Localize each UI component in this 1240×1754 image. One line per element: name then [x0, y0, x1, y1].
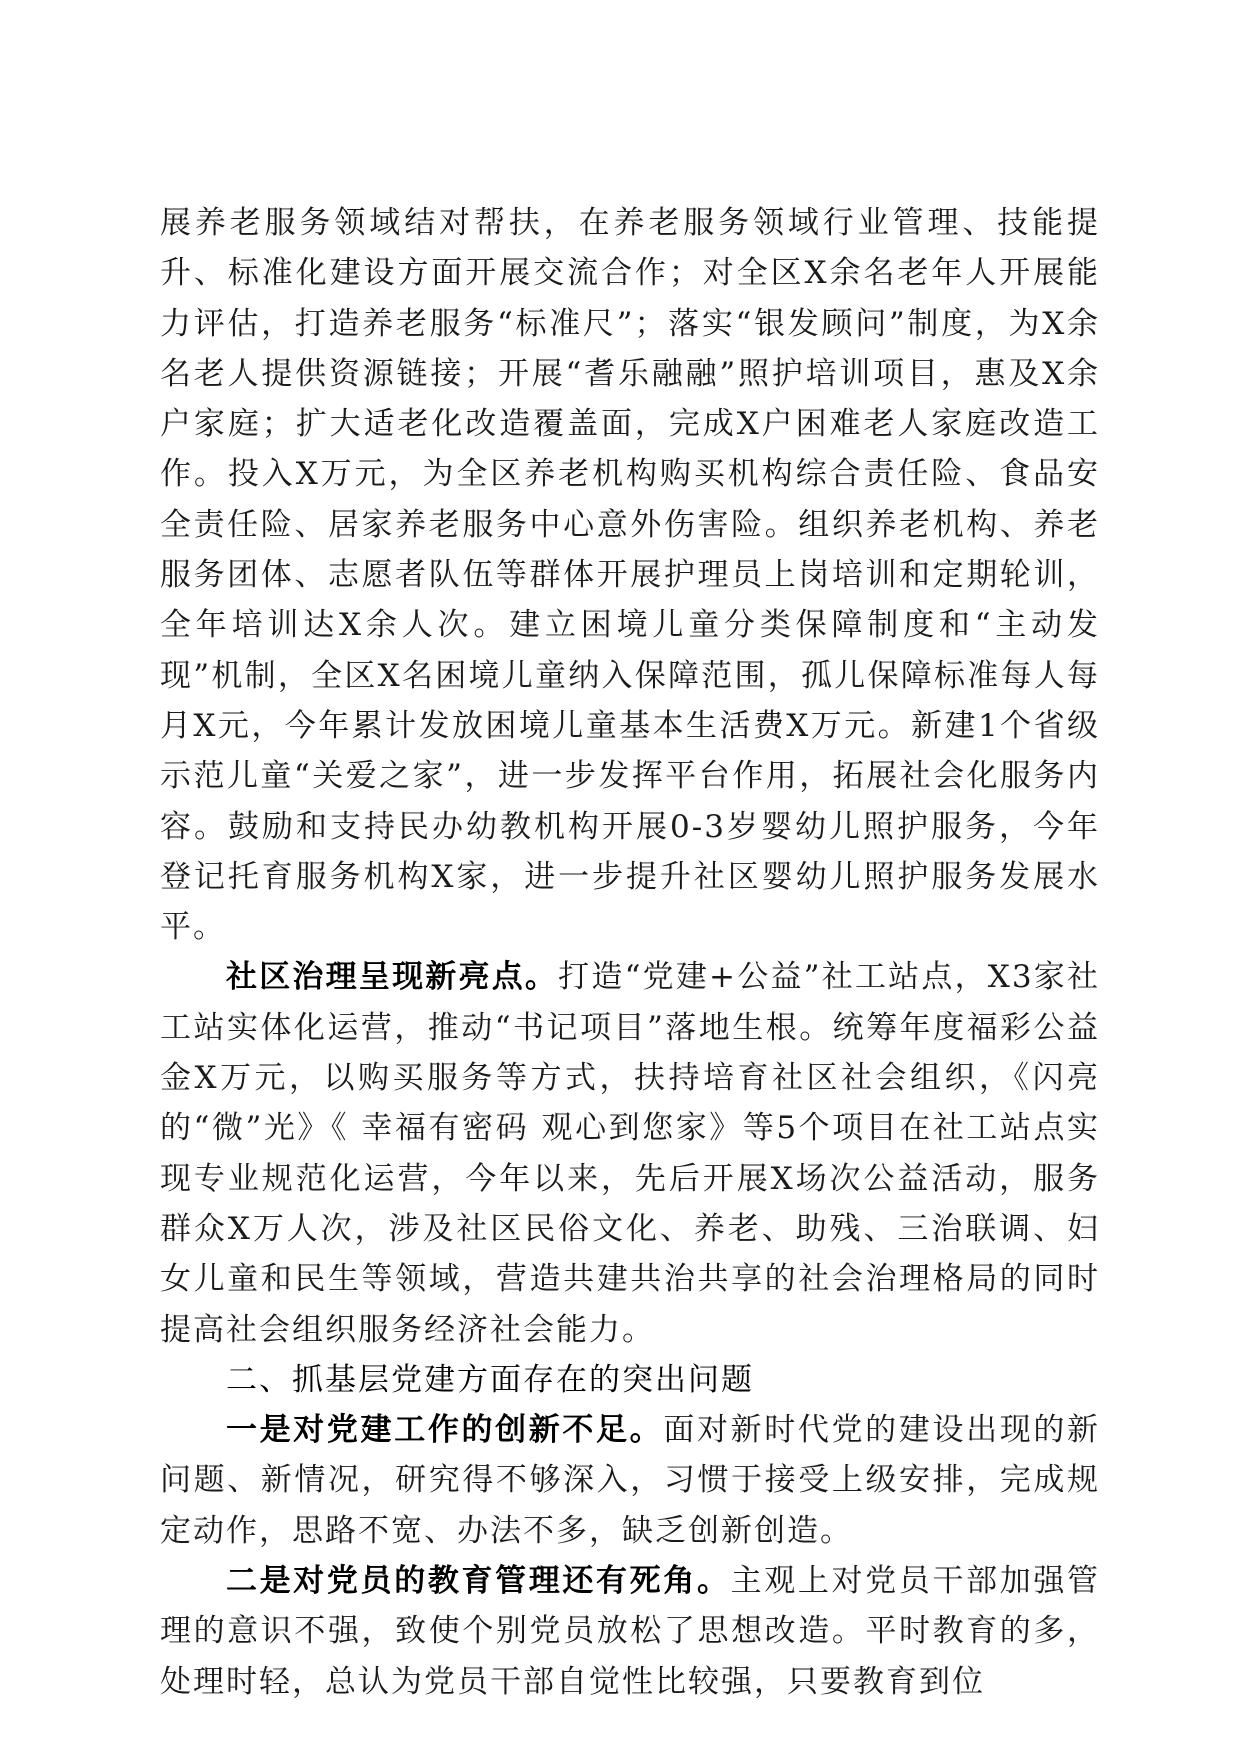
paragraph-education-management — [160, 1556, 1100, 1707]
paragraph-body-education-management: 主观上对党员干部加强管理的意识不强，致使个别党员放松了思想改造。平时教育的多，处理时轻，总认为党员干部自觉性比较强，只要教育到位 — [160, 1563, 1101, 1700]
paragraph-body-innovation-shortfall: 面对新时代党的建设出现的新问题、新情况，研究得不够深入，习惯于接受上级安排，完成规定动作，思路不宽、办法不多，缺乏创新创造。 — [160, 1412, 1101, 1549]
document-page — [160, 198, 1100, 1707]
paragraph-body-community-governance: 打造“党建+公益”社工站点，X3家社工站实体化运营，推动“书记项目”落地生根。统筹年度福彩公益金X万元，以购买服务等方式，扶持培育社区社会组织，《闪亮的“微”光》《 幸福有密码 观心到您家》等5个项目在社工站点实现专业规范化运营，今年以来，先后开展X场次公益活动，服务群众X万人次，涉及社区民俗文化、养老、助残、三治联调、妇女儿童和民生等领域，营造共建共治共享的社会治理格局的同时提高社会组织服务经济社会能力。 — [160, 959, 1101, 1348]
paragraph-lead-community-governance: 社区治理呈现新亮点。 — [226, 959, 559, 996]
paragraph-elderly-child-services: 展养老服务领域结对帮扶，在养老服务领域行业管理、技能提升、标准化建设方面开展交流合作；对全区X余名老年人开展能力评估，打造养老服务“标准尺”；落实“银发顾问”制度，为X余名老人提供资源链接；开展“耆乐融融”照护培训项目，惠及X余户家庭；扩大适老化改造覆盖面，完成X户困难老人家庭改造工作。投入X万元，为全区养老机构购买机构综合责任险、食品安全责任险、居家养老服务中心意外伤害险。组织养老机构、养老服务团体、志愿者队伍等群体开展护理员上岗培训和定期轮训，全年培训达X余人次。建立困境儿童分类保障制度和“主动发现”机制，全区X名困境儿童纳入保障范围，孤儿保障标准每人每月X元，今年累计发放困境儿童基本生活费X万元。新建1个省级示范儿童“关爱之家”，进一步发挥平台作用，拓展社会化服务内容。鼓励和支持民办幼教机构开展0-3岁婴幼儿照护服务，今年登记托育服务机构X家，进一步提升社区婴幼儿照护服务发展水平。 — [160, 205, 1100, 946]
paragraph-community-governance — [160, 952, 1100, 1354]
section-heading-2: 二、抓基层党建方面存在的突出问题 — [226, 1361, 754, 1398]
paragraph-innovation-shortfall — [160, 1405, 1100, 1556]
paragraph-lead-education-management: 二是对党员的教育管理还有死角。 — [226, 1563, 731, 1600]
paragraph-lead-innovation-shortfall: 一是对党建工作的创新不足。 — [226, 1412, 664, 1449]
